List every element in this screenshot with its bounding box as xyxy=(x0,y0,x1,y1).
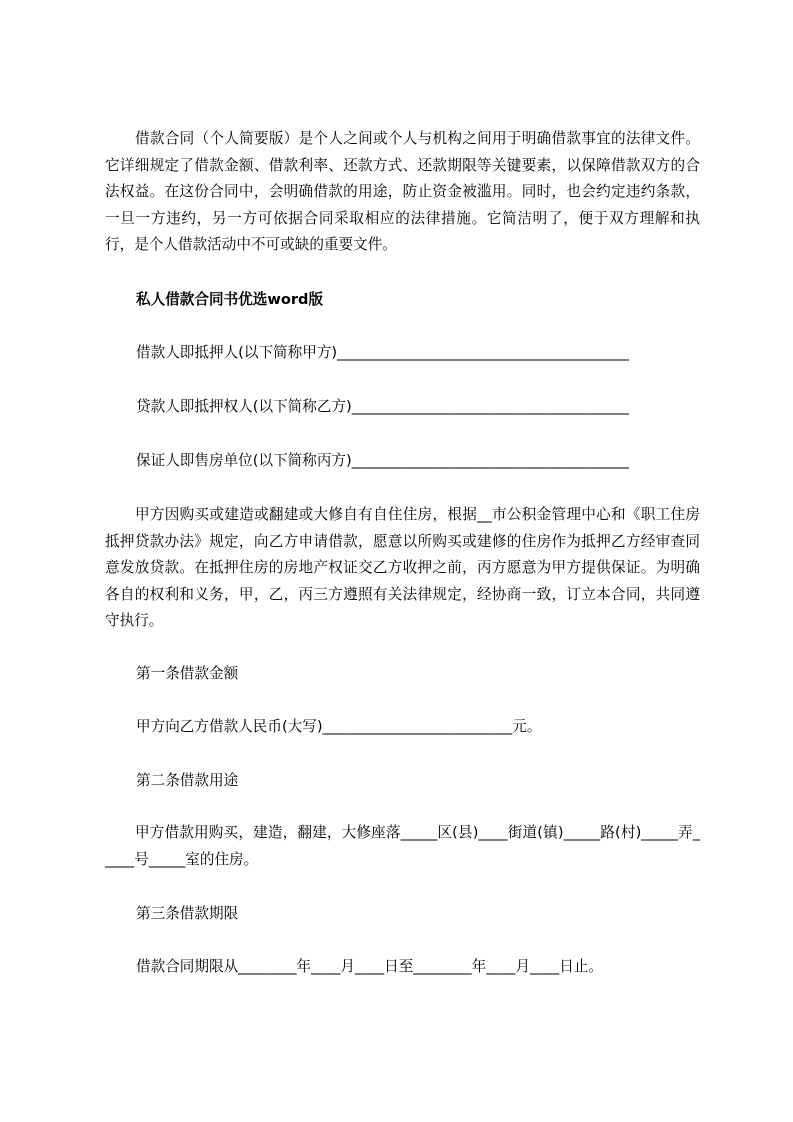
party-c-line: 保证人即售房单位(以下简称丙方)______________________________________ xyxy=(136,452,629,469)
document-title: 私人借款合同书优选word版 xyxy=(136,291,324,308)
article-3-body: 借款合同期限从________年____月____日至________年____月____日止。 xyxy=(136,958,604,975)
article-2-body: 甲方借款用购买，建造，翻建，大修座落_____区(县)____街道(镇)_____路(村)_____弄_____号_____室的住房。 xyxy=(105,824,700,868)
intro-paragraph: 借款合同（个人简要版）是个人之间或个人与机构之间用于明确借款事宜的法律文件。它详细规定了借款金额、借款利率、还款方式、还款期限等关键要素，以保障借款双方的合法权益。在这份合同中，会明确借款的用途，防止资金被滥用。同时，也会约定违约条款，一旦一方违约，另一方可依据合同采取相应的法律措施。它简洁明了，便于双方理解和执行，是个人借款活动中不可或缺的重要文件。 xyxy=(105,130,700,253)
party-b-line: 贷款人即抵押权人(以下简称乙方)______________________________________ xyxy=(136,398,629,415)
party-a-line: 借款人即抵押人(以下简称甲方)________________________________________ xyxy=(136,344,629,361)
preamble-paragraph: 甲方因购买或建造或翻建或大修自有自住住房，根据__市公积金管理中心和《职工住房抵押贷款办法》规定，向乙方申请借款，愿意以所购买或建修的住房作为抵押乙方经审查同意发放贷款。在抵押住房的房地产权证交乙方收押之前，丙方愿意为甲方提供保证。为明确各自的权利和义务，甲，乙，丙三方遵照有关法律规定，经协商一致，订立本合同，共同遵守执行。 xyxy=(105,506,700,629)
article-1-heading: 第一条借款金额 xyxy=(136,665,239,682)
article-3-heading: 第三条借款期限 xyxy=(136,905,239,922)
article-2-heading: 第二条借款用途 xyxy=(136,772,239,789)
article-1-body: 甲方向乙方借款人民币(大写)__________________________元。 xyxy=(136,718,542,735)
